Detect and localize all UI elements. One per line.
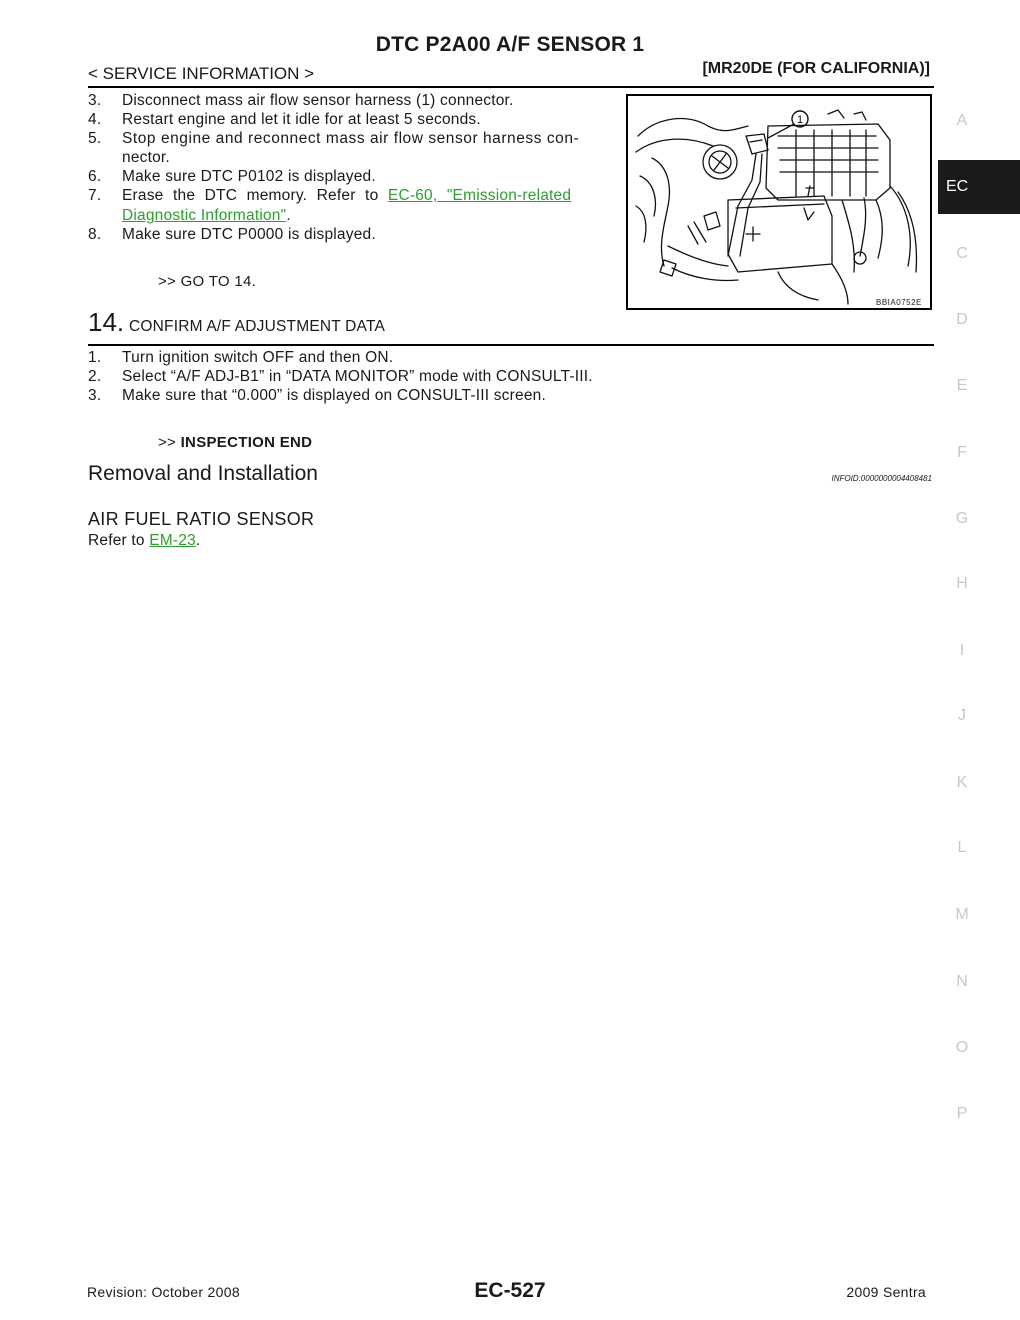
removal-installation-title: Removal and Installation (88, 462, 318, 485)
inspection-end-prefix: >> (158, 434, 181, 451)
step-text (122, 186, 571, 205)
sidebar-tab-f[interactable]: F (957, 444, 967, 461)
sidebar-tab-d[interactable]: D (956, 311, 968, 328)
step-text-suffix: . (286, 207, 291, 224)
figure-code: BBIA0752E (876, 298, 922, 307)
step-number: 6. (88, 168, 102, 185)
sidebar-tab-o[interactable]: O (955, 1039, 969, 1056)
air-fuel-ratio-sensor-title: AIR FUEL RATIO SENSOR (88, 509, 315, 529)
footer-revision: Revision: October 2008 (87, 1284, 240, 1300)
step-number: 8. (88, 226, 102, 243)
footer-model: 2009 Sentra (846, 1284, 926, 1300)
ec-60-link[interactable]: EC-60, "Emission-related (387, 187, 572, 204)
refer-suffix: . (195, 532, 201, 549)
sidebar-tab-i[interactable]: I (959, 642, 965, 659)
inspection-end-label: INSPECTION END (180, 434, 313, 451)
diagnostic-info-link[interactable]: Diagnostic Information" (122, 207, 287, 224)
step-number: 4. (88, 111, 102, 128)
sidebar-tab-h[interactable]: H (956, 575, 968, 592)
step-14-divider (88, 344, 934, 346)
step-text: Restart engine and let it idle for at least 5 seconds. (122, 111, 481, 128)
info-id: INFOID:0000000004408481 (831, 474, 932, 483)
inspection-end-link[interactable] (158, 434, 312, 451)
header-divider (88, 86, 934, 88)
step-text: Make sure DTC P0102 is displayed. (122, 168, 376, 185)
step-text-prefix: Erase the DTC memory. Refer to (122, 187, 388, 204)
step-text: Stop engine and reconnect mass air flow sensor harness con- (122, 130, 580, 147)
sidebar-tab-p[interactable]: P (956, 1105, 968, 1122)
step-number: 3. (88, 92, 102, 109)
engine-figure (626, 94, 932, 310)
sidebar-tab-ec-label: EC (946, 178, 969, 195)
em-23-link[interactable]: EM-23 (149, 532, 196, 549)
sidebar-tab-a[interactable]: A (956, 112, 968, 129)
step-number: 3. (88, 387, 102, 404)
sidebar-tab-g[interactable]: G (955, 510, 969, 527)
sidebar-tab-e[interactable]: E (956, 377, 968, 394)
page-number: EC-527 (474, 1279, 546, 1302)
step-14-title: CONFIRM A/F ADJUSTMENT DATA (129, 318, 385, 335)
step-14-number: 14. (88, 307, 125, 337)
sidebar-tab-j[interactable]: J (958, 707, 966, 724)
step-text: nector. (122, 149, 170, 166)
figure-callout-number: 1 (796, 114, 804, 126)
step-number: 5. (88, 130, 102, 147)
refer-line (88, 532, 200, 550)
step-text: Disconnect mass air flow sensor harness (1) connector. (122, 92, 514, 109)
step-number: 2. (88, 368, 102, 385)
sidebar-tab-c[interactable]: C (956, 245, 968, 262)
step-text: Make sure that “0.000” is displayed on CONSULT-III screen. (122, 387, 546, 404)
step-text: Select “A/F ADJ-B1” in “DATA MONITOR” mode with CONSULT-III. (122, 368, 593, 385)
page-title: DTC P2A00 A/F SENSOR 1 (375, 33, 645, 56)
step-number: 7. (88, 187, 102, 204)
step-text (122, 206, 291, 225)
sidebar-tab-m[interactable]: M (955, 906, 969, 923)
sidebar-tab-ec[interactable] (938, 160, 1020, 214)
sidebar-tab-k[interactable]: K (956, 774, 968, 791)
sidebar-tab-n[interactable]: N (956, 973, 968, 990)
engine-bay-illustration (628, 96, 930, 308)
step-number: 1. (88, 349, 102, 366)
sidebar-tab-l[interactable]: L (957, 839, 967, 856)
refer-prefix: Refer to (88, 532, 150, 549)
step-text: Make sure DTC P0000 is displayed. (122, 226, 376, 243)
engine-label: [MR20DE (FOR CALIFORNIA)] (702, 60, 930, 77)
step-text: Turn ignition switch OFF and then ON. (122, 349, 394, 366)
goto-14-link[interactable]: >> GO TO 14. (158, 273, 257, 290)
section-label: < SERVICE INFORMATION > (88, 64, 315, 83)
